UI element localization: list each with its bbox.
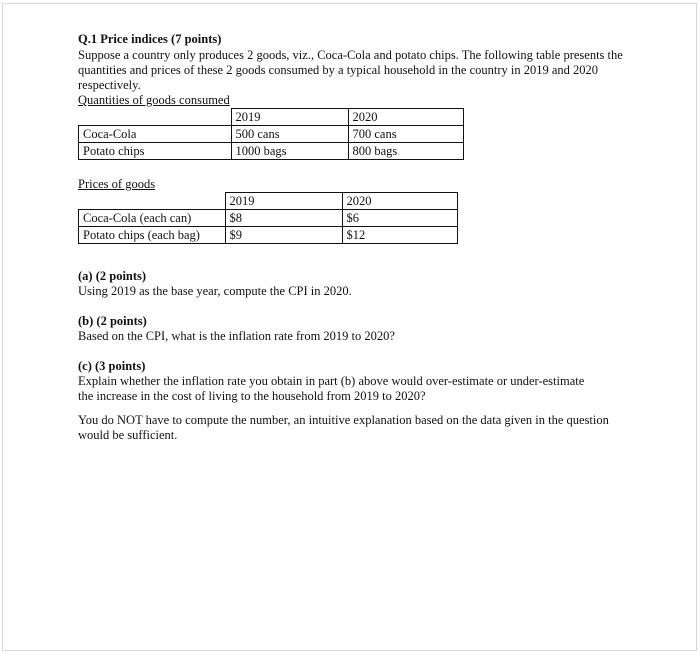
note-text: You do NOT have to compute the number, an intuitive explanation based on the data given in the question would be sufficient. xyxy=(78,413,609,442)
table-row xyxy=(79,143,464,160)
table-cell: 700 cans xyxy=(348,126,463,143)
table-cell: 1000 bags xyxy=(231,143,348,160)
table-header-cell: 2019 xyxy=(225,193,342,210)
table-header-row xyxy=(79,109,464,126)
table-cell: $12 xyxy=(342,227,457,244)
table-row xyxy=(79,126,464,143)
table-cell: Potato chips (each bag) xyxy=(79,227,226,244)
table-row xyxy=(79,210,458,227)
table-header-cell: 2020 xyxy=(342,193,457,210)
quantities-label: Quantities of goods consumed xyxy=(78,93,230,107)
prices-label: Prices of goods xyxy=(78,177,156,191)
table-cell: $9 xyxy=(225,227,342,244)
table-header-row xyxy=(79,193,458,210)
part-b-text: Based on the CPI, what is the inflation rate from 2019 to 2020? xyxy=(78,329,395,343)
part-a-title: (a) (2 points) xyxy=(78,269,147,283)
table-cell: 500 cans xyxy=(231,126,348,143)
page-frame xyxy=(2,3,697,651)
table-cell xyxy=(79,193,226,210)
question-content xyxy=(78,32,638,443)
table-row xyxy=(79,227,458,244)
part-c-title: (c) (3 points) xyxy=(78,359,146,373)
table-cell: Coca-Cola (each can) xyxy=(79,210,226,227)
quantities-table xyxy=(78,108,464,160)
table-cell: $8 xyxy=(225,210,342,227)
table-cell: 800 bags xyxy=(348,143,463,160)
table-cell: Coca-Cola xyxy=(79,126,232,143)
question-title: Q.1 Price indices (7 points) xyxy=(78,32,222,46)
table-cell: Potato chips xyxy=(79,143,232,160)
part-a-text: Using 2019 as the base year, compute the CPI in 2020. xyxy=(78,284,352,298)
question-intro: Suppose a country only produces 2 goods, viz., Coca-Cola and potato chips. The following table presents the quantities and prices of these 2 goods consumed by a typical household in the country in 2019 and 2020 respectively. xyxy=(78,48,623,92)
part-c-text: Explain whether the inflation rate you obtain in part (b) above would over-estimate or under-estimate the increase in the cost of living to the household from 2019 to 2020? xyxy=(78,374,585,403)
table-cell xyxy=(79,109,232,126)
prices-table xyxy=(78,192,458,244)
table-header-cell: 2020 xyxy=(348,109,463,126)
table-cell: $6 xyxy=(342,210,457,227)
part-b-title: (b) (2 points) xyxy=(78,314,147,328)
table-header-cell: 2019 xyxy=(231,109,348,126)
